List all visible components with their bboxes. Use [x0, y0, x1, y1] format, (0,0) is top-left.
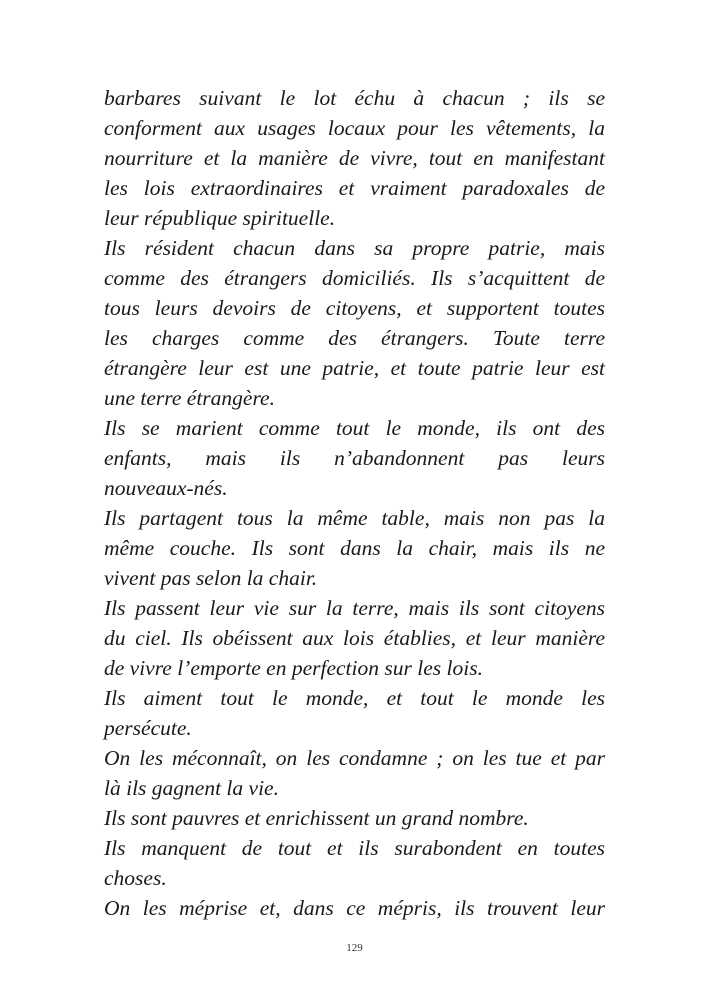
text-line: Ils passent leur vie sur la terre, mais ils sont citoyens [104, 596, 605, 620]
text-line: tous leurs devoirs de citoyens, et supportent toutes [104, 296, 605, 320]
text-line: du ciel. Ils obéissent aux lois établies, et leur manière [104, 626, 605, 650]
text-line: Ils partagent tous la même table, mais non pas la [104, 506, 605, 530]
text-line: là ils gagnent la vie. [104, 776, 279, 800]
text-line: vivent pas selon la chair. [104, 566, 318, 590]
text-line: enfants, mais ils n’abandonnent pas leurs [104, 446, 605, 470]
text-line: On les méprise et, dans ce mépris, ils trouvent leur [104, 896, 605, 920]
page-number: 129 [346, 942, 363, 954]
text-line: même couche. Ils sont dans la chair, mais ils ne [104, 536, 605, 560]
text-line: Ils aiment tout le monde, et tout le monde les [104, 686, 605, 710]
text-line: On les méconnaît, on les condamne ; on les tue et par [104, 746, 605, 770]
text-line: nourriture et la manière de vivre, tout en manifestant [104, 146, 605, 170]
text-line: Ils se marient comme tout le monde, ils ont des [104, 416, 605, 440]
text-line: barbares suivant le lot échu à chacun ; ils se [104, 86, 605, 110]
text-line: une terre étrangère. [104, 386, 275, 410]
text-line: les charges comme des étrangers. Toute terre [104, 326, 605, 350]
text-line: Ils sont pauvres et enrichissent un grand nombre. [104, 806, 529, 830]
body-text [104, 83, 605, 923]
text-line: comme des étrangers domiciliés. Ils s’acquittent de [104, 266, 605, 290]
text-line: de vivre l’emporte en perfection sur les lois. [104, 656, 483, 680]
text-line: étrangère leur est une patrie, et toute patrie leur est [104, 356, 605, 380]
text-line: Ils résident chacun dans sa propre patrie, mais [104, 236, 605, 260]
text-line: conforment aux usages locaux pour les vêtements, la [104, 116, 605, 140]
text-line: persécute. [104, 716, 192, 740]
text-line: leur république spirituelle. [104, 206, 336, 230]
text-line: Ils manquent de tout et ils surabondent en toutes [104, 836, 605, 860]
text-line: choses. [104, 866, 167, 890]
text-line: nouveaux-nés. [104, 476, 228, 500]
text-line: les lois extraordinaires et vraiment paradoxales de [104, 176, 605, 200]
